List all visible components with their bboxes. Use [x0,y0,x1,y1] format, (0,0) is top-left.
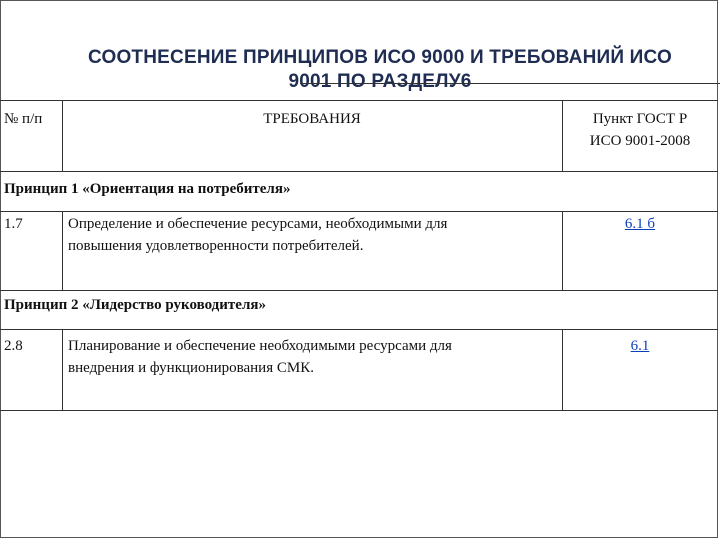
row-reference [562,213,718,235]
principle-heading: Принцип 1 «Ориентация на потребителя» [4,181,291,197]
row-number: 2.8 [4,338,23,354]
row-divider [0,211,718,212]
reference-link[interactable]: 6.1 [630,338,650,354]
row-reference [562,335,718,357]
header-col-number: № п/п [4,111,43,127]
principle-heading: Принцип 2 «Лидерство руководителя» [4,297,266,313]
requirement-line-2: повышения удовлетворенности потребителей. [68,238,364,254]
row-requirement [68,335,558,379]
row-divider [0,329,718,330]
col-divider [62,329,63,410]
requirement-line-1: Определение и обеспечение ресурсами, необходимыми для [68,216,448,232]
requirement-line-2: внедрения и функционирования СМК. [68,360,314,376]
row-divider [0,171,718,172]
title-line-1: СООТНЕСЕНИЕ ПРИНЦИПОВ ИСО 9000 И ТРЕБОВАНИЙ ИСО [88,47,672,68]
slide-title [40,46,720,94]
header-col-reference [562,108,718,152]
requirement-line-1: Планирование и обеспечение необходимыми ресурсами для [68,338,452,354]
title-line-2: 9001 ПО РАЗДЕЛУ6 [288,71,472,92]
reference-link[interactable]: 6.1 б [624,216,656,232]
header-col-requirements: ТРЕБОВАНИЯ [263,111,361,127]
row-number: 1.7 [4,216,23,232]
row-requirement [68,213,558,257]
row-divider [0,410,718,411]
table-top-border [0,100,718,101]
row-divider [0,290,718,291]
col-divider [62,211,63,290]
header-ref-line-1: Пункт ГОСТ Р [592,111,688,127]
header-ref-line-2: ИСО 9001-2008 [589,133,691,149]
title-underline [300,83,720,84]
